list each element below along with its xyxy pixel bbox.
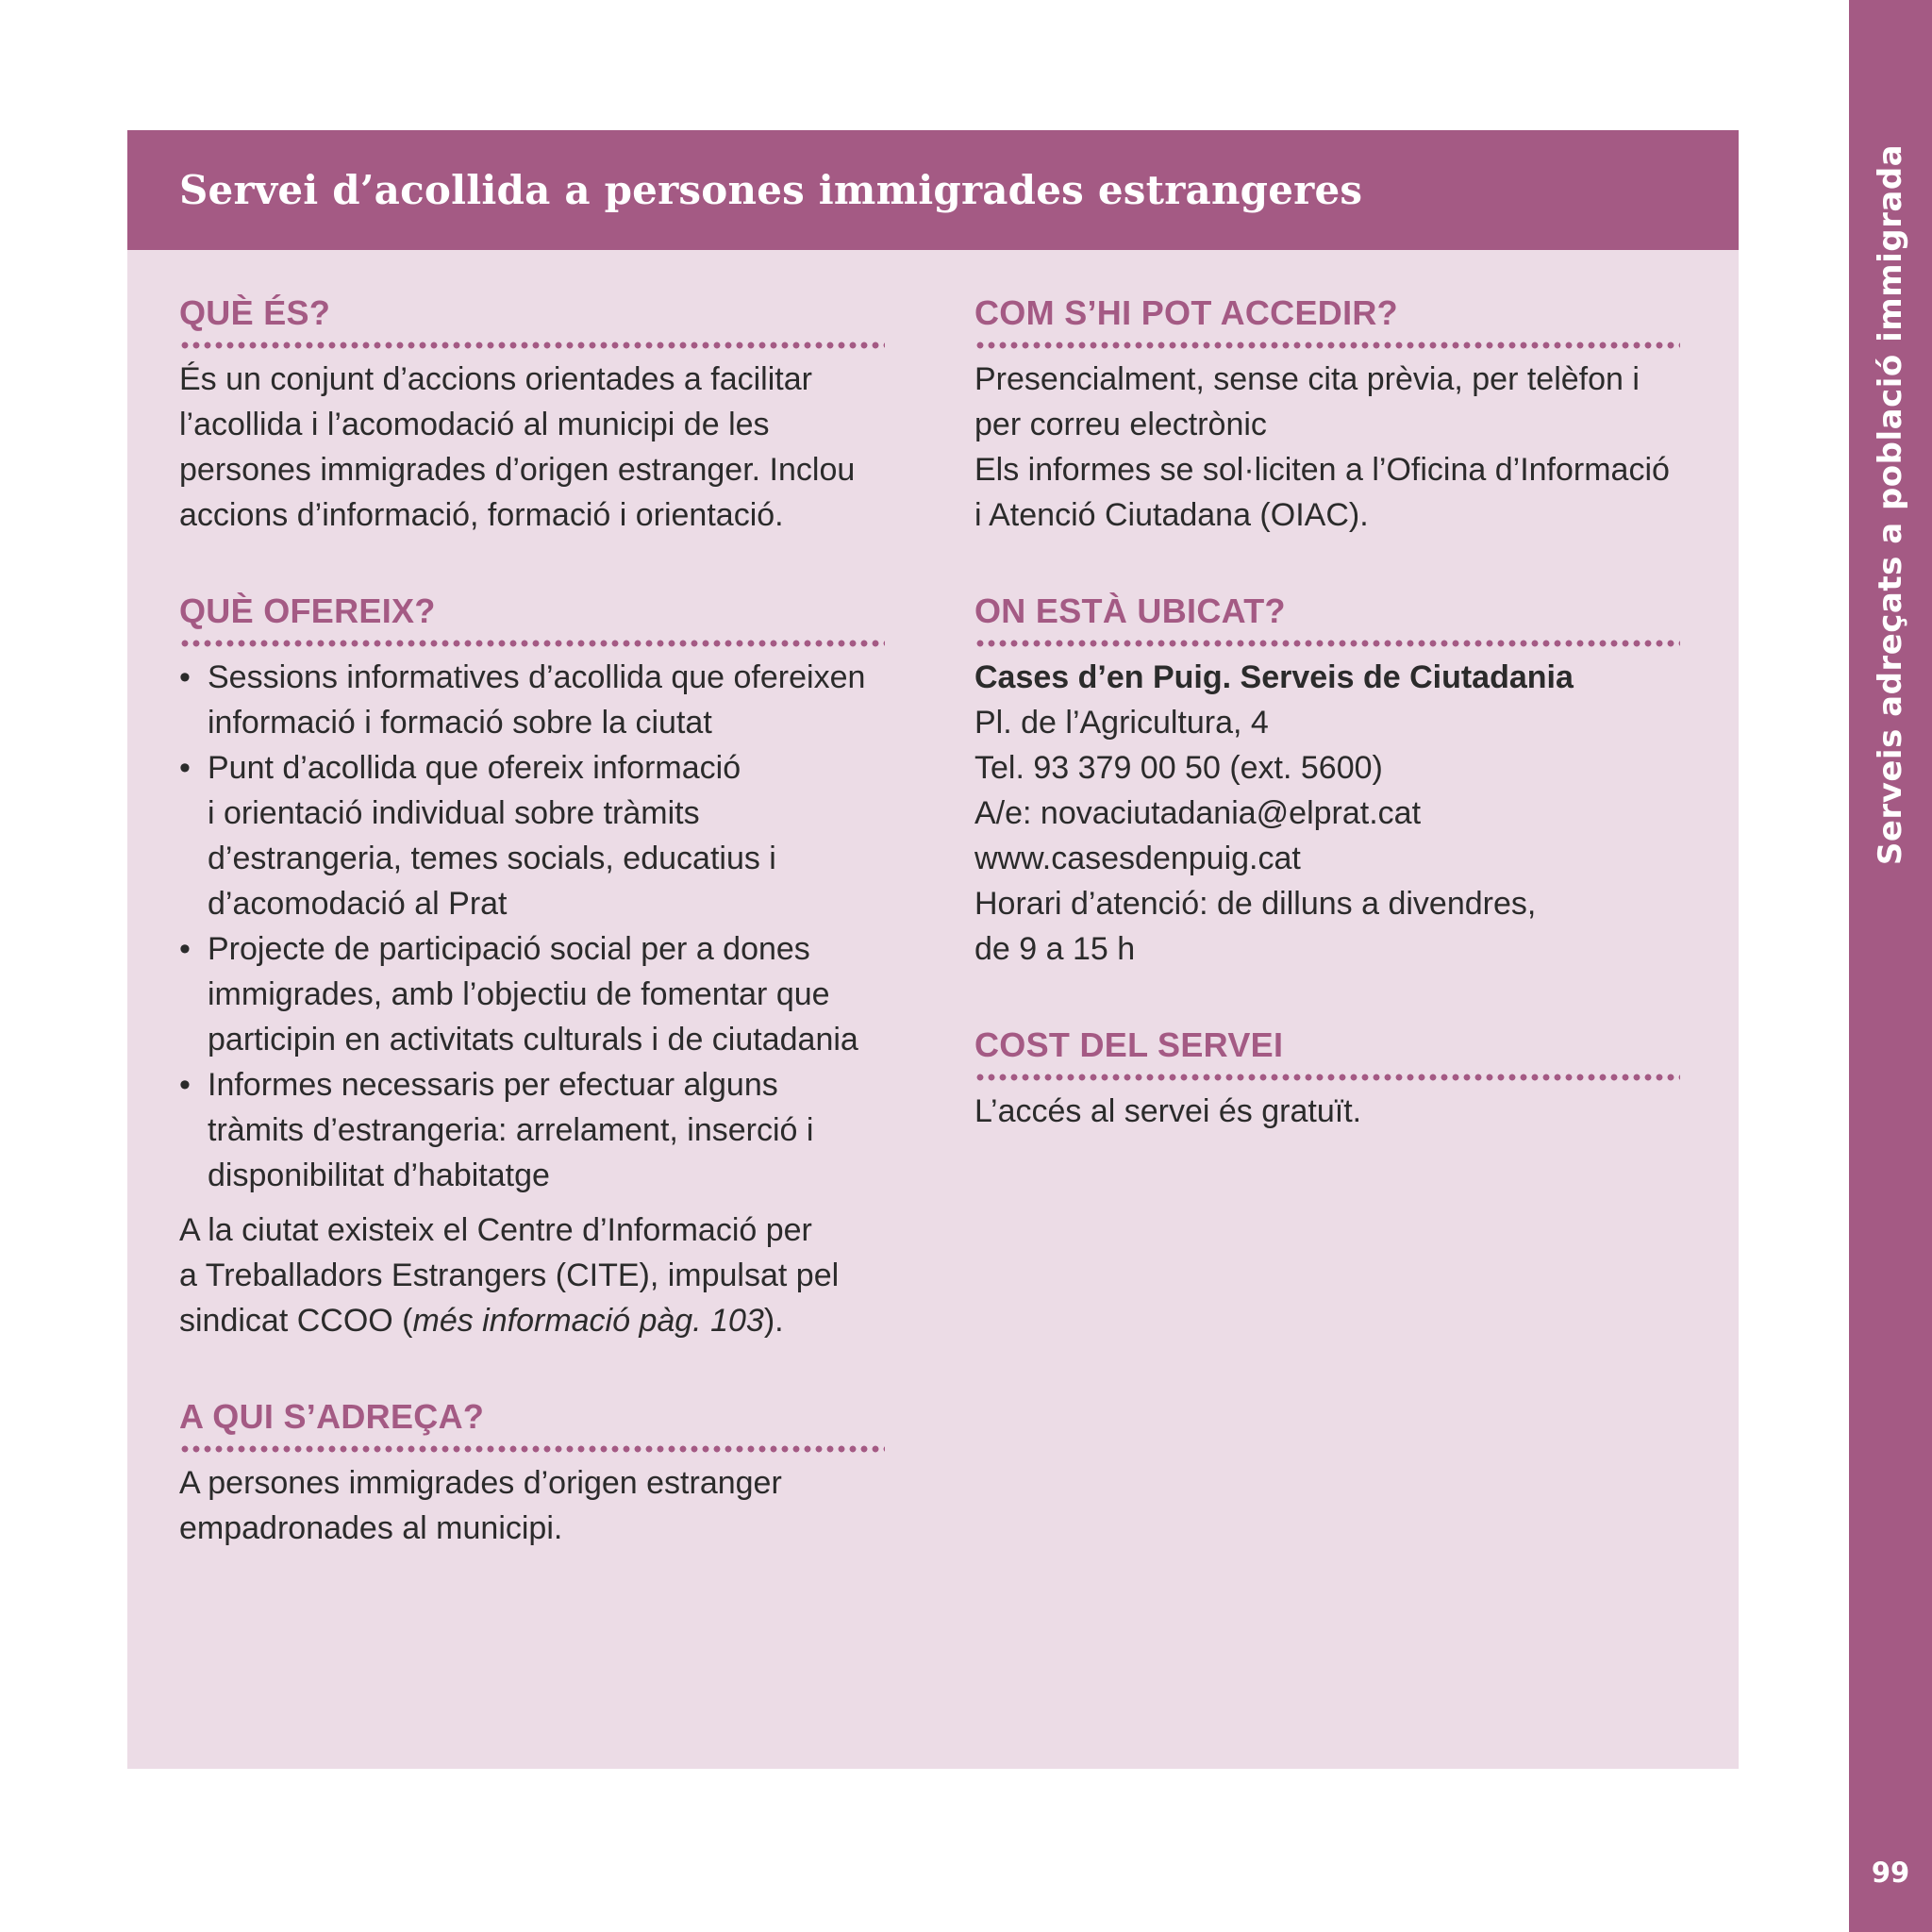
section-heading: COST DEL SERVEI bbox=[974, 1025, 1284, 1064]
text-span: sindicat CCOO ( bbox=[179, 1303, 413, 1339]
hours-line: de 9 a 15 h bbox=[974, 931, 1136, 967]
section-com-accedir bbox=[974, 292, 1680, 538]
section-heading: QUÈ ÉS? bbox=[179, 293, 331, 332]
dotted-divider bbox=[179, 640, 885, 647]
section-heading: COM S’HI POT ACCEDIR? bbox=[974, 293, 1398, 332]
list-item bbox=[179, 1062, 885, 1198]
section-que-ofereix bbox=[179, 591, 885, 1343]
paragraph-line: per correu electrònic bbox=[974, 407, 1267, 442]
sidebar-title: Serveis adreçats a població immigrada bbox=[1872, 143, 1909, 866]
list-item-line: d’acomodació al Prat bbox=[208, 886, 508, 922]
left-column bbox=[179, 292, 885, 1604]
list-item-line: • Projecte de participació social per a dones bbox=[208, 931, 810, 967]
section-heading: QUÈ OFEREIX? bbox=[179, 591, 436, 630]
list-item-line: • Informes necessaris per efectuar alguns bbox=[208, 1067, 778, 1103]
section-a-qui bbox=[179, 1396, 885, 1551]
dotted-divider bbox=[974, 1074, 1680, 1081]
paragraph-line: empadronades al municipi. bbox=[179, 1510, 563, 1546]
paragraph-line bbox=[179, 1298, 885, 1343]
list-item-line: immigrades, amb l’objectiu de fomentar que bbox=[208, 976, 830, 1012]
paragraph-line: A persones immigrades d’origen estranger bbox=[179, 1465, 782, 1501]
service-box bbox=[127, 130, 1739, 1769]
section-cost bbox=[974, 1024, 1680, 1134]
list-item-line: disponibilitat d’habitatge bbox=[208, 1158, 550, 1193]
address-line: Pl. de l’Agricultura, 4 bbox=[974, 705, 1269, 741]
section-heading: ON ESTÀ UBICAT? bbox=[974, 591, 1286, 630]
list-item-line: i orientació individual sobre tràmits bbox=[208, 795, 700, 831]
paragraph-line: És un conjunt d’accions orientades a facilitar bbox=[179, 361, 812, 397]
dotted-divider bbox=[179, 341, 885, 349]
location-name: Cases d’en Puig. Serveis de Ciutadania bbox=[974, 659, 1574, 695]
dotted-divider bbox=[974, 341, 1680, 349]
list-item bbox=[179, 745, 885, 926]
text-span: ). bbox=[763, 1303, 784, 1339]
list-item-line: d’estrangeria, temes socials, educatius i bbox=[208, 841, 776, 876]
paragraph-line: Els informes se sol·liciten a l’Oficina d’Informació bbox=[974, 452, 1670, 488]
list-item-line: • Sessions informatives d’acollida que ofereixen bbox=[208, 659, 866, 695]
right-column bbox=[974, 292, 1680, 1187]
website-line: www.casesdenpuig.cat bbox=[974, 841, 1301, 876]
sidebar-band bbox=[1849, 0, 1932, 1932]
list-item-line: • Punt d’acollida que ofereix informació bbox=[208, 750, 741, 786]
list-item-line: tràmits d’estrangeria: arrelament, inserció i bbox=[208, 1112, 814, 1148]
page-title: Servei d’acollida a persones immigrades estrangeres bbox=[179, 167, 1363, 213]
list-item-line: participin en activitats culturals i de ciutadania bbox=[208, 1022, 858, 1058]
paragraph-line: i Atenció Ciutadana (OIAC). bbox=[974, 497, 1369, 533]
paragraph-line: accions d’informació, formació i orientació. bbox=[179, 497, 784, 533]
list-item-line: informació i formació sobre la ciutat bbox=[208, 705, 712, 741]
paragraph-line: Presencialment, sense cita prèvia, per telèfon i bbox=[974, 361, 1640, 397]
section-heading: A QUI S’ADREÇA? bbox=[179, 1397, 485, 1436]
list-item bbox=[179, 926, 885, 1062]
paragraph-line: l’acollida i l’acomodació al municipi de les bbox=[179, 407, 770, 442]
offer-list bbox=[179, 655, 885, 1198]
paragraph-line: persones immigrades d’origen estranger. Inclou bbox=[179, 452, 856, 488]
dotted-divider bbox=[179, 1445, 885, 1453]
section-que-es bbox=[179, 292, 885, 538]
email-line: A/e: novaciutadania@elprat.cat bbox=[974, 795, 1422, 831]
paragraph-line: A la ciutat existeix el Centre d’Informació per bbox=[179, 1212, 812, 1248]
page-number: 99 bbox=[1871, 1857, 1910, 1889]
box-header bbox=[127, 130, 1739, 250]
page-reference: més informació pàg. 103 bbox=[412, 1303, 764, 1339]
paragraph-line: a Treballadors Estrangers (CITE), impulsat pel bbox=[179, 1257, 840, 1293]
section-on-ubicat bbox=[974, 591, 1680, 972]
list-item bbox=[179, 655, 885, 745]
hours-line: Horari d’atenció: de dilluns a divendres, bbox=[974, 886, 1537, 922]
paragraph-line: L’accés al servei és gratuït. bbox=[974, 1093, 1362, 1129]
phone-line: Tel. 93 379 00 50 (ext. 5600) bbox=[974, 750, 1383, 786]
dotted-divider bbox=[974, 640, 1680, 647]
